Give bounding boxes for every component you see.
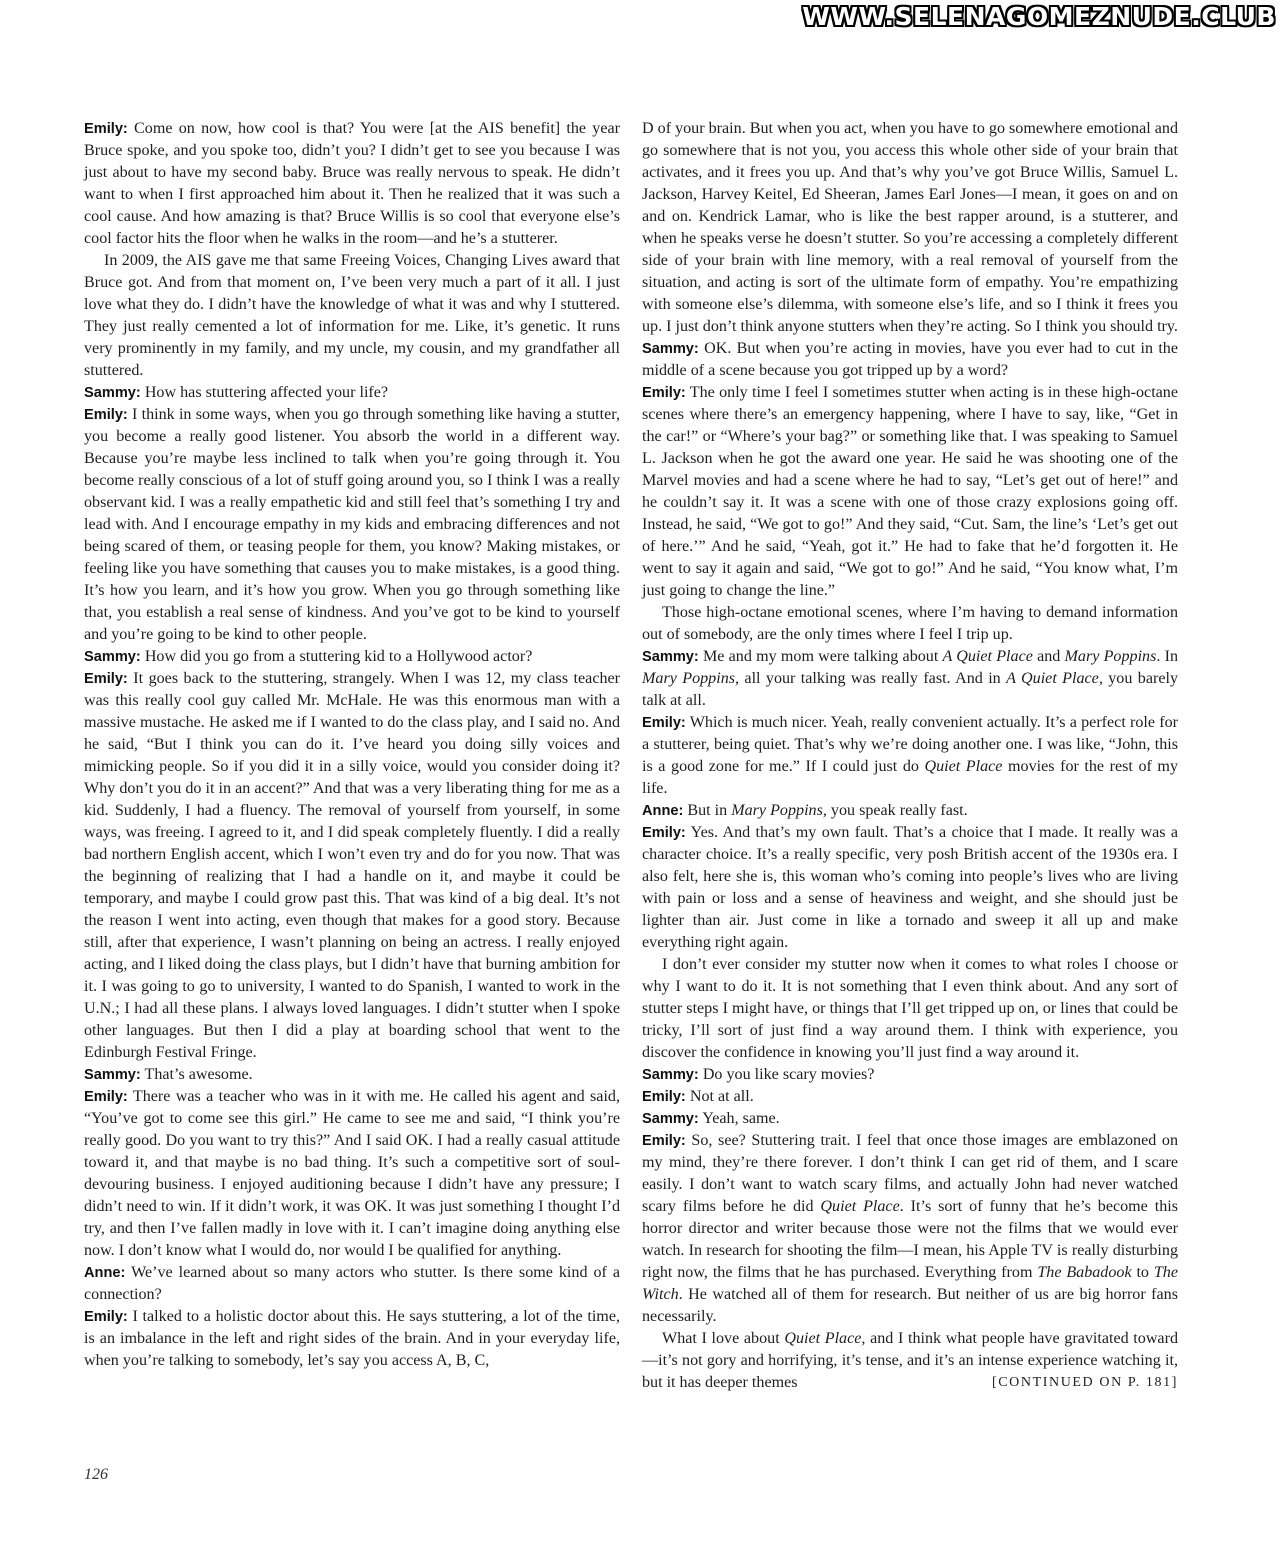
- paragraph: [642, 118, 1178, 338]
- speaker-label: Anne:: [642, 803, 684, 819]
- paragraph: [642, 602, 1178, 646]
- text-segment: to: [1131, 1264, 1154, 1281]
- paragraph: [84, 382, 620, 404]
- paragraph: [84, 250, 620, 382]
- speaker-label: Emily:: [84, 1089, 128, 1105]
- paragraph: [84, 118, 620, 250]
- italic-title: Mary Poppins,: [642, 670, 740, 687]
- paragraph: [84, 668, 620, 1064]
- continued-note: [CONTINUED ON P. 181]: [991, 1375, 1178, 1390]
- speaker-label: Sammy:: [642, 649, 699, 665]
- text-segment: D of your brain. But when you act, when you have to go somewhere emotional and go somewhere that is not you, you access this whole other side of your brain that activates, and it frees you up. And that’s why you’ve got Bruce Willis, Samuel L. Jackson, Harvey Keitel, Ed Sheeran, James Earl Jones—I mean, it goes on and on and on. Kendrick Lamar, who is like the best rapper around, is a stutterer, and when he speaks verse he doesn’t stutter. So you’re accessing a completely different side of your brain with line memory, with a real removal of yourself from the situation, and acting is sort of the ultimate form of empathy. You’re empathizing with someone else’s dilemma, with someone else’s life, and so I think it frees you up. I just don’t think anyone stutters when they’re acting. So I think you should try.: [642, 120, 1178, 335]
- text-segment: I don’t ever consider my stutter now when it comes to what roles I choose or why I want to do it. It is not something that I even think about. And any sort of stutter steps I might have, or things that I’ll get tripped up on, or lines that could be tricky, I’ll sort of just find a way around them. I think with experience, you discover the confidence in knowing you’ll just find a way around it.: [642, 956, 1178, 1061]
- text-segment: Those high-octane emotional scenes, where I’m having to demand information out of somebody, are the only times where I feel I trip up.: [642, 604, 1178, 643]
- left-column: [84, 118, 620, 1372]
- speaker-label: Sammy:: [642, 1067, 699, 1083]
- text-segment: In 2009, the AIS gave me that same Freeing Voices, Changing Lives award that Bruce got. And from that moment on, I’ve been very much a part of it all. I just love what they do. I didn’t have the knowledge of what it was and why I stuttered. They just really cemented a lot of information for me. Like, it’s genetic. It runs very prominently in my family, and my uncle, my cousin, and my grandfather all stuttered.: [84, 252, 620, 379]
- speaker-label: Emily:: [642, 715, 686, 731]
- text-segment: and: [1032, 648, 1065, 665]
- italic-title: The Witch: [642, 1264, 1178, 1303]
- paragraph: [642, 646, 1178, 712]
- speaker-label: Sammy:: [642, 341, 699, 357]
- text-segment: . In: [1156, 648, 1178, 665]
- paragraph: [642, 800, 1178, 822]
- italic-title: Quiet Place,: [784, 1330, 866, 1347]
- text-segment: . He watched all of them for research. But neither of us are big horror fans necessarily.: [642, 1286, 1178, 1325]
- text-segment: We’ve learned about so many actors who stutter. Is there some kind of a connection?: [84, 1264, 621, 1303]
- paragraph: [84, 1064, 620, 1086]
- italic-title: A Quiet Place: [942, 648, 1033, 665]
- paragraph: [84, 404, 620, 646]
- paragraph: [642, 1086, 1178, 1108]
- text-segment: and I think what people have gravitated toward—it’s not gory and horrifying, it’s tense, and it’s an intense experience watching it, but it has deeper themes: [642, 1330, 1178, 1391]
- speaker-label: Emily:: [84, 121, 128, 137]
- text-segment: That’s awesome.: [144, 1066, 253, 1083]
- text-segment: Not at all.: [689, 1088, 754, 1105]
- speaker-label: Sammy:: [642, 1111, 699, 1127]
- paragraph: [84, 1086, 620, 1262]
- paragraph: [642, 1130, 1178, 1328]
- paragraph: [642, 1328, 1178, 1394]
- page-number: 126: [84, 1466, 108, 1483]
- paragraph: [642, 1064, 1178, 1086]
- paragraph: [642, 712, 1178, 800]
- text-segment: The only time I feel I sometimes stutter when acting is in these high-octane scenes where there’s an emergency happening, where I have to say, like, “Get in the car!” or “Where’s your bag?” or something like that. I was speaking to Samuel L. Jackson when he got the award one year. He said he was shooting one of the Marvel movies and had a scene where he had to say, “Let’s get out of here!” and he couldn’t say it. It was a scene with one of those crazy explosions going off. Instead, he said, “We got to go!” And they said, “Cut. Sam, the line’s ‘Let’s get out of here.’” And he said, “Yeah, got it.” He had to fake that he’d forgotten it. He went to say it again and said, “We got to go!” And he said, “You know what, I’m just going to change the line.”: [642, 384, 1179, 599]
- text-segment: Me and my mom were talking about: [703, 648, 943, 665]
- italic-title: The Babadook: [1037, 1264, 1132, 1281]
- speaker-label: Emily:: [642, 385, 686, 401]
- paragraph: [642, 338, 1178, 382]
- italic-title: Mary Poppins,: [731, 802, 827, 819]
- text-segment: But in: [687, 802, 732, 819]
- speaker-label: Emily:: [84, 407, 128, 423]
- paragraph: [642, 954, 1178, 1064]
- text-segment: I think in some ways, when you go through something like having a stutter, you become a really good listener. You absorb the world in a different way. Because you’re maybe less inclined to talk when you’re going through it. You become really conscious of a lot of stuff going around you, so I think I was a really observant kid. I was a really empathetic kid and still feel that’s something I try and lead with. And I encourage empathy in my kids and embracing differences and not being scared of them, or teasing people for them, you know? Making mistakes, or feeling like you have something that causes you to make mistakes, is a good thing. It’s how you learn, and it’s how you grow. When you go through something like that, you establish a real sense of kindness. And you’ve got to be kind to yourself and you’re going to be kind to other people.: [84, 406, 620, 643]
- text-segment: It goes back to the stuttering, strangely. When I was 12, my class teacher was this really cool guy called Mr. McHale. He was this enormous man with a massive mustache. He asked me if I wanted to do the class play, and I said no. And he said, “But I think you can do it. I’ve heard you doing silly voices and mimicking people. So if you did it in a silly voice, would you consider doing it? Why don’t you do it in an accent?” And that was a very liberating thing for me as a kid. Suddenly, I had a fluency. The removal of yourself from yourself, in some ways, was freeing. I agreed to it, and I did speak completely fluently. I did a really bad northern English accent, which I won’t even try and do for you now. That was the beginning of realizing that I had a handle on it, and maybe it could be temporary, and maybe I could grow past this. That was kind of a big deal. It’s not the reason I went into acting, even though that makes for a good story. Because still, after that experience, I wasn’t planning on being an actress. I really enjoyed acting, and I liked doing the class plays, but I didn’t have that burning ambition for it. I was going to go to university, I wanted to do Spanish, I wanted to work in the U.N.; I had all these plans. I always loved languages. I didn’t stutter when I spoke other languages. But then I did a play at boarding school that went to the Edinburgh Festival Fringe.: [84, 670, 621, 1061]
- paragraph: [84, 646, 620, 668]
- italic-title: A Quiet Place,: [1006, 670, 1103, 687]
- speaker-label: Emily:: [642, 1089, 686, 1105]
- text-segment: Do you like scary movies?: [702, 1066, 875, 1083]
- text-segment: you speak really fast.: [826, 802, 968, 819]
- speaker-label: Emily:: [642, 825, 686, 841]
- italic-title: Quiet Place: [820, 1198, 900, 1215]
- speaker-label: Anne:: [84, 1265, 126, 1281]
- text-segment: I talked to a holistic doctor about this. He says stuttering, a lot of the time, is an imbalance in the left and right sides of the brain. And in your everyday life, when you’re talking to somebody, let’s say you access A, B, C,: [84, 1308, 620, 1369]
- text-segment: OK. But when you’re acting in movies, have you ever had to cut in the middle of a scene because you got tripped up by a word?: [642, 340, 1178, 379]
- speaker-label: Sammy:: [84, 649, 141, 665]
- paragraph: [84, 1262, 620, 1306]
- text-segment: So, see? Stuttering trait. I feel that once those images are emblazoned on my mind, they’re there forever. I don’t think I can get rid of them, and I scare easily. I don’t want to watch scary films, and actually John had never watched scary films before he did: [642, 1132, 1178, 1215]
- speaker-label: Emily:: [642, 1133, 686, 1149]
- speaker-label: Sammy:: [84, 1067, 141, 1083]
- speaker-label: Sammy:: [84, 385, 141, 401]
- paragraph: [84, 1306, 620, 1372]
- italic-title: Mary Poppins: [1064, 648, 1157, 665]
- text-segment: . It’s sort of funny that he’s become this horror director and writer because those were not the films that we would ever watch. In research for shooting the film—I mean, his Apple TV is really disturbing right now, the films that he has purchased. Everything from: [642, 1198, 1178, 1281]
- text-segment: Yeah, same.: [702, 1110, 780, 1127]
- italic-title: Quiet Place: [924, 758, 1003, 775]
- text-segment: How did you go from a stuttering kid to a Hollywood actor?: [144, 648, 533, 665]
- paragraph: [642, 382, 1178, 602]
- speaker-label: Emily:: [84, 671, 128, 687]
- text-segment: Which is much nicer. Yeah, really convenient actually. It’s a perfect role for a stutterer, being quiet. That’s why we’re doing another one. I was like, “John, this is a good zone for me.” If I could just do: [642, 714, 1178, 775]
- text-segment: all your talking was really fast. And in: [739, 670, 1007, 687]
- text-segment: movies for the rest of my life.: [642, 758, 1178, 797]
- text-segment: Yes. And that’s my own fault. That’s a choice that I made. It really was a character choice. It’s a really specific, very posh British accent of the 1930s era. I also felt, here she is, this woman who’s coming into people’s lives who are living with pain or loss and a sense of heaviness and weight, and she should just be lighter than air. Just come in like a tornado and sweep it all up and make everything right again.: [642, 824, 1178, 951]
- text-segment: There was a teacher who was in it with me. He called his agent and said, “You’ve got to come see this girl.” He came to see me and said, “I think you’re really good. Do you want to try this?” And I said OK. I had a really casual attitude toward it, and that maybe is no bad thing. It’s such a competitive sort of soul-devouring business. I enjoyed auditioning because I didn’t have any pressure; I didn’t need to win. If it didn’t work, it was OK. It was just something I thought I’d try, and then I’ve fallen madly in love with it. I can’t imagine doing anything else now. I don’t know what I would do, nor would I be qualified for anything.: [84, 1088, 620, 1259]
- speaker-label: Emily:: [84, 1309, 128, 1325]
- text-segment: What I love about: [662, 1330, 785, 1347]
- text-segment: Come on now, how cool is that? You were [at the AIS benefit] the year Bruce spoke, and you spoke too, didn’t you? I didn’t get to see you because I was just about to have my second baby. Bruce was really nervous to speak. He didn’t want to when I first approached him about it. Then he realized that it was such a cool cause. And how amazing is that? Bruce Willis is so cool that everyone else’s cool factor hits the floor when he walks in the room—and he’s a stutterer.: [84, 120, 620, 247]
- paragraph: [642, 822, 1178, 954]
- text-segment: How has stuttering affected your life?: [144, 384, 389, 401]
- right-column: [642, 118, 1178, 1394]
- paragraph: [642, 1108, 1178, 1130]
- watermark: WWW.SELENAGOMEZNUDE.CLUB: [802, 2, 1276, 31]
- text-segment: you barely talk at all.: [642, 670, 1178, 709]
